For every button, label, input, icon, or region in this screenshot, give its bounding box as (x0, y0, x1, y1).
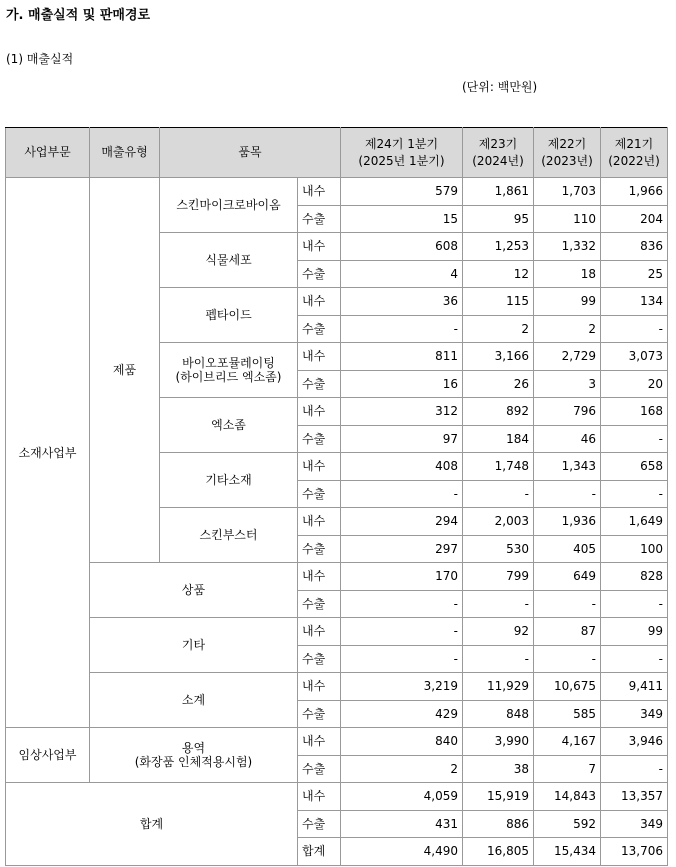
type-product: 제품 (90, 178, 160, 563)
table-row: 수출 - - - - (6, 590, 668, 618)
table-row: 수출 4 12 18 25 (6, 260, 668, 288)
type-other: 기타 (90, 618, 298, 673)
service-label: 용역 (화장품 인체적용시험) (90, 728, 298, 783)
total-label: 합계 (6, 783, 298, 866)
col-division: 사업부문 (6, 128, 90, 178)
subtotal-label: 소계 (90, 673, 298, 728)
table-row: 펩타이드 내수 36 115 99 134 (6, 288, 668, 316)
col-sales-type: 매출유형 (90, 128, 160, 178)
product-name: 스킨마이크로바이옴 (160, 178, 298, 233)
col-period-21: 제21기 (2022년) (601, 128, 668, 178)
table-row: 수출 16 26 3 20 (6, 370, 668, 398)
table-row: 수출 - 2 2 - (6, 315, 668, 343)
table-row: 엑소좀 내수 312 892 796 168 (6, 398, 668, 426)
division-clinical: 임상사업부 (6, 728, 90, 783)
table-row: 수출 429 848 585 349 (6, 700, 668, 728)
table-row: 바이오포뮬레이팅 (하이브리드 엑소좀) 내수 811 3,166 2,729 3,073 (6, 343, 668, 371)
product-name: 바이오포뮬레이팅 (하이브리드 엑소좀) (160, 343, 298, 398)
type-goods: 상품 (90, 563, 298, 618)
section-heading: 가. 매출실적 및 판매경로 (6, 8, 151, 23)
header-row (6, 128, 668, 178)
sales-table (5, 127, 668, 866)
col-period-23: 제23기 (2024년) (463, 128, 534, 178)
table-row: 수출 97 184 46 - (6, 425, 668, 453)
table-row: 수출 297 530 405 100 (6, 535, 668, 563)
col-period-24: 제24기 1분기 (2025년 1분기) (341, 128, 463, 178)
table-row: 수출 - - - - (6, 480, 668, 508)
table-row: 합계 내수 4,059 15,919 14,843 13,357 (6, 783, 668, 811)
table-row: 소계 내수 3,219 11,929 10,675 9,411 (6, 673, 668, 701)
table-row: 수출 - - - - (6, 645, 668, 673)
table-row: 수출 15 95 110 204 (6, 205, 668, 233)
table-row: 스킨부스터 내수 294 2,003 1,936 1,649 (6, 508, 668, 536)
table-row: 기타 내수 - 92 87 99 (6, 618, 668, 646)
product-name: 엑소좀 (160, 398, 298, 453)
table-row: 합계 4,490 16,805 15,434 13,706 (6, 838, 668, 866)
table-row: 임상사업부 용역 (화장품 인체적용시험) 내수 840 3,990 4,167 3,946 (6, 728, 668, 756)
product-name: 기타소재 (160, 453, 298, 508)
product-name: 식물세포 (160, 233, 298, 288)
col-period-22: 제22기 (2023년) (534, 128, 601, 178)
product-name: 스킨부스터 (160, 508, 298, 563)
table-row: 상품 내수 170 799 649 828 (6, 563, 668, 591)
table-row: 소재사업부 제품 스킨마이크로바이옴 내수 579 1,861 1,703 1,966 (6, 178, 668, 206)
table-row: 식물세포 내수 608 1,253 1,332 836 (6, 233, 668, 261)
table-row: 수출 2 38 7 - (6, 755, 668, 783)
product-name: 펩타이드 (160, 288, 298, 343)
division-material: 소재사업부 (6, 178, 90, 728)
table-row: 수출 431 886 592 349 (6, 810, 668, 838)
section-subheading: (1) 매출실적 (6, 52, 74, 66)
unit-label: (단위: 백만원) (462, 80, 538, 94)
table-row: 기타소재 내수 408 1,748 1,343 658 (6, 453, 668, 481)
col-item: 품목 (160, 128, 341, 178)
